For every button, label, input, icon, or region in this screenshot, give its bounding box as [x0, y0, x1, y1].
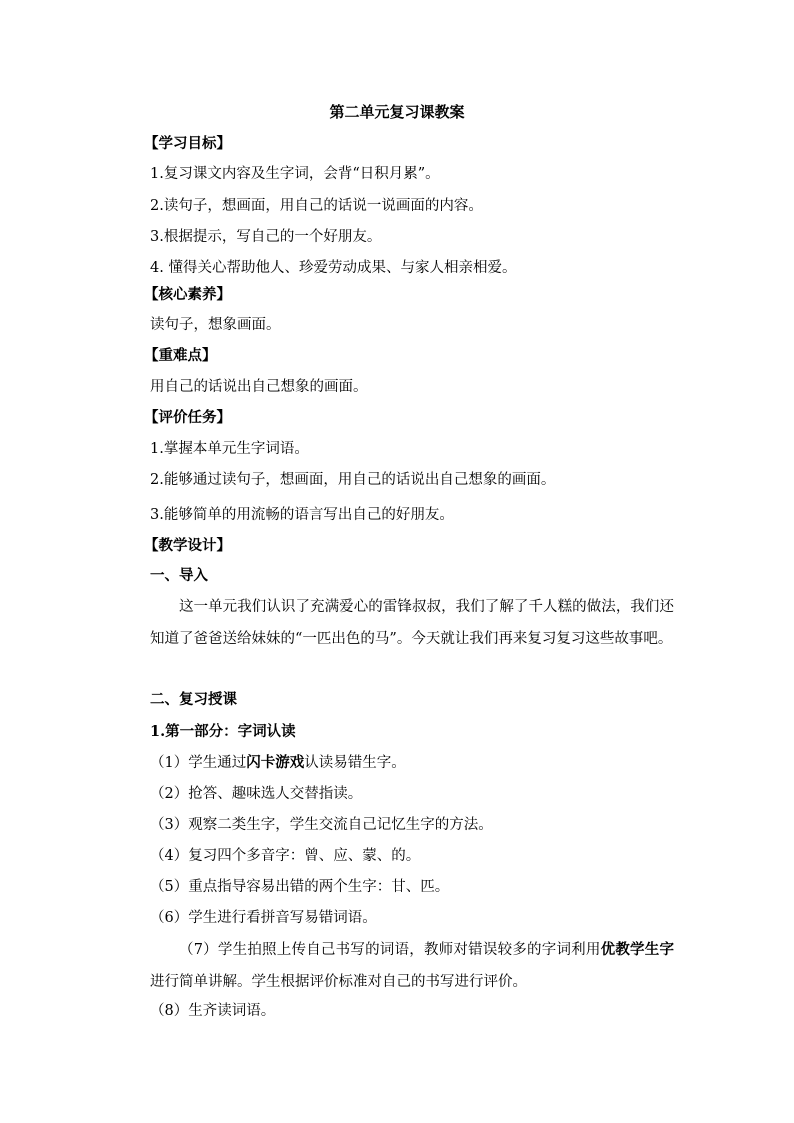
step-3: （3）观察二类生字，学生交流自己记忆生字的方法。	[150, 817, 493, 833]
objective-item-2: 2.读句子，想画面，用自己的话说一说画面的内容。	[150, 198, 483, 214]
intro-paragraph: 这一单元我们认识了充满爱心的雷锋叔叔，我们了解了千人糕的做法，我们还知道了爸爸送给妹妹的“一匹出色的马”。今天就让我们再来复习复习这些故事吧。	[150, 599, 674, 647]
step-1-post: 认读易错生字。	[304, 755, 406, 771]
evaluation-item-2: 2.能够通过读句子，想画面，用自己的话说出自己想象的画面。	[150, 472, 556, 488]
evaluation-heading: 【评价任务】	[144, 409, 231, 426]
keypoints-text: 用自己的话说出自己想象的画面。	[150, 379, 368, 395]
document-title: 第二单元复习课教案	[329, 103, 465, 121]
objective-item-4: 4. 懂得关心帮助他人、珍爱劳动成果、与家人相亲相爱。	[150, 260, 517, 276]
review-heading: 二、复习授课	[150, 691, 237, 708]
objective-item-1: 1.复习课文内容及生字词，会背“日积月累”。	[150, 166, 440, 182]
step-1-pre: （1）学生通过	[150, 755, 247, 771]
literacy-text: 读句子，想象画面。	[150, 317, 281, 333]
objectives-heading: 【学习目标】	[144, 135, 231, 152]
part1-heading: 1.第一部分：字词认读	[150, 723, 296, 740]
keypoints-heading: 【重难点】	[144, 347, 217, 364]
evaluation-item-3: 3.能够简单的用流畅的语言写出自己的好朋友。	[150, 507, 454, 523]
step-1	[150, 752, 406, 774]
step-2: （2）抢答、趣味选人交替指读。	[150, 786, 363, 802]
objective-item-3: 3.根据提示，写自己的一个好朋友。	[150, 229, 382, 245]
step-7-post: 进行简单讲解。学生根据评价标准对自己的书写进行评价。	[150, 974, 527, 990]
evaluation-item-1: 1.掌握本单元生字词语。	[150, 441, 309, 457]
step-6: （6）学生进行看拼音写易错词语。	[150, 910, 377, 926]
step-7-pre: （7）学生拍照上传自己书写的词语，教师对错误较多的字词利用	[179, 942, 601, 958]
intro-heading: 一、导入	[150, 567, 208, 584]
youjiao-character-tool-term: 优教学生字	[600, 941, 674, 958]
step-4: （4）复习四个多音字：曾、应、蒙、的。	[150, 848, 421, 864]
flashcard-game-term: 闪卡游戏	[246, 754, 305, 771]
step-8: （8）生齐读词语。	[150, 1003, 276, 1019]
literacy-heading: 【核心素养】	[144, 286, 231, 303]
design-heading: 【教学设计】	[144, 537, 231, 554]
step-5: （5）重点指导容易出错的两个生字：甘、匹。	[150, 879, 450, 895]
step-7	[150, 934, 674, 998]
